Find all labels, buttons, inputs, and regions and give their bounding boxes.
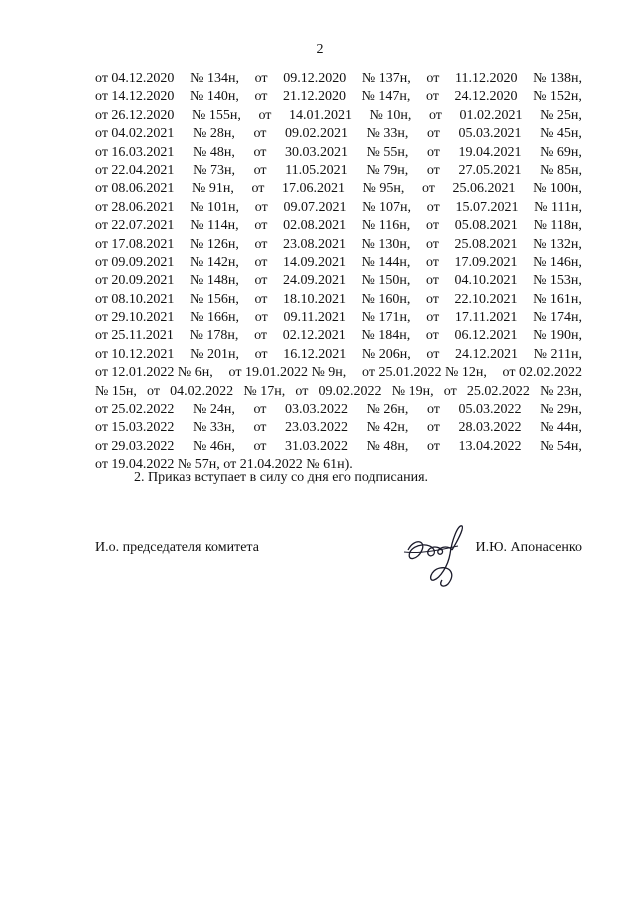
text-token: от 19.04.2022 № 57н, от 21.04.2022 № 61н).: [95, 457, 353, 473]
text-token: № 206н,: [361, 346, 411, 362]
text-token: от 08.06.2021: [95, 181, 175, 197]
clause-2-text: 2. Приказ вступает в силу со дня его подписания.: [134, 470, 429, 485]
text-token: 21.12.2020: [282, 89, 346, 105]
text-token: от 04.12.2020: [95, 71, 175, 86]
text-token: от: [253, 144, 267, 160]
text-token: от: [254, 328, 268, 344]
text-line: [95, 364, 582, 382]
text-token: от: [253, 438, 267, 454]
page-number: 2: [316, 42, 324, 57]
text-token: № 95н,: [362, 181, 405, 197]
text-token: от: [425, 254, 439, 270]
text-token: 01.02.2021: [459, 107, 523, 123]
text-token: № 118н,: [533, 218, 582, 234]
text-token: 18.10.2021: [282, 291, 346, 307]
text-token: № 166н,: [190, 310, 240, 326]
text-token: от: [426, 402, 440, 418]
text-token: № 24н,: [193, 402, 235, 418]
text-token: № 46н,: [193, 438, 235, 454]
text-token: от: [425, 291, 439, 307]
text-token: 24.09.2021: [282, 273, 346, 289]
text-token: от: [426, 346, 440, 362]
text-token: № 29н,: [540, 402, 582, 418]
text-token: от: [426, 420, 440, 436]
text-token: № 55н,: [366, 144, 409, 160]
text-token: от: [425, 328, 439, 344]
text-token: от: [425, 273, 439, 289]
text-token: от: [254, 346, 268, 362]
text-token: № 190н,: [533, 328, 582, 344]
text-token: № 174н,: [533, 310, 582, 326]
text-line: [95, 272, 582, 290]
text-token: № 33н,: [366, 126, 409, 142]
text-token: № 171н,: [361, 310, 411, 326]
text-token: от: [425, 236, 439, 252]
text-token: от: [253, 420, 267, 436]
text-token: от 15.03.2022: [95, 420, 175, 436]
text-line: [95, 162, 582, 180]
text-token: № 44н,: [540, 420, 582, 436]
text-token: № 42н,: [366, 420, 409, 436]
text-token: от 16.03.2021: [95, 144, 175, 160]
text-token: № 107н,: [362, 199, 412, 215]
text-token: 17.11.2021: [454, 310, 518, 326]
text-line: [95, 438, 582, 456]
text-token: № 130н,: [361, 236, 411, 252]
text-token: от: [258, 107, 272, 123]
text-token: 22.10.2021: [454, 291, 518, 307]
text-token: № 138н,: [533, 71, 582, 86]
text-token: от 19.01.2022 № 9н,: [228, 365, 347, 381]
text-token: № 19н,: [391, 383, 434, 399]
text-line: [95, 291, 582, 309]
text-token: от: [426, 199, 440, 215]
text-token: 14.01.2021: [288, 107, 352, 123]
text-token: 02.08.2021: [283, 218, 347, 234]
text-token: 15.07.2021: [455, 199, 519, 215]
text-token: № 126н,: [190, 236, 239, 252]
text-token: № 146н,: [533, 254, 582, 270]
text-token: № 132н,: [533, 236, 582, 252]
text-token: от: [253, 126, 267, 142]
text-token: от 17.08.2021: [95, 236, 175, 252]
text-token: от 12.01.2022 № 6н,: [95, 365, 213, 381]
text-token: от 29.03.2022: [95, 438, 175, 454]
text-token: № 137н,: [361, 71, 411, 86]
text-token: 09.11.2021: [283, 310, 346, 326]
text-token: от: [426, 144, 440, 160]
text-token: № 69н,: [540, 144, 582, 160]
text-token: № 178н,: [189, 328, 239, 344]
text-token: 09.12.2020: [283, 71, 347, 86]
text-line: [95, 236, 582, 254]
text-token: от 10.12.2021: [95, 346, 175, 362]
text-token: № 116н,: [361, 218, 411, 234]
text-line: [95, 70, 582, 88]
text-line: [95, 217, 582, 235]
text-token: от 09.09.2021: [95, 254, 175, 270]
text-token: от 04.02.2021: [95, 126, 175, 142]
text-token: № 23н,: [540, 383, 582, 399]
text-token: 25.06.2021: [452, 181, 516, 197]
text-token: 23.08.2021: [282, 236, 346, 252]
text-token: от 08.10.2021: [95, 291, 175, 307]
text-token: № 91н,: [192, 181, 234, 197]
text-token: № 201н,: [190, 346, 239, 362]
text-token: № 54н,: [540, 438, 582, 454]
text-token: 28.03.2022: [458, 420, 522, 436]
text-token: от: [426, 71, 440, 86]
text-token: от: [253, 162, 267, 178]
text-line: [95, 254, 582, 272]
text-token: № 100н,: [533, 181, 582, 197]
text-token: № 45н,: [540, 126, 582, 142]
text-line: [95, 125, 582, 143]
text-token: 16.12.2021: [283, 346, 347, 362]
text-token: 02.12.2021: [282, 328, 346, 344]
text-token: от 20.09.2021: [95, 273, 175, 289]
text-token: № 85н,: [540, 162, 582, 178]
text-token: 17.06.2021: [281, 181, 345, 197]
text-token: 03.03.2022: [284, 402, 348, 418]
text-token: № 15н,: [95, 383, 137, 399]
text-token: от: [254, 199, 268, 215]
text-token: от 14.12.2020: [95, 89, 175, 105]
text-token: от: [253, 402, 267, 418]
text-token: от: [425, 89, 439, 105]
text-token: № 148н,: [190, 273, 239, 289]
text-line: [95, 383, 582, 401]
text-token: от: [254, 291, 268, 307]
text-token: от: [254, 89, 268, 105]
text-token: № 114н,: [190, 218, 239, 234]
text-token: 11.12.2020: [454, 71, 518, 86]
text-token: № 140н,: [190, 89, 239, 105]
signature-block: [95, 540, 582, 600]
text-token: от: [443, 383, 457, 399]
text-token: от 22.04.2021: [95, 162, 175, 178]
text-token: № 142н,: [190, 254, 239, 270]
text-token: от: [251, 181, 265, 197]
text-token: от: [254, 236, 268, 252]
text-token: 13.04.2022: [458, 438, 522, 454]
text-token: от 25.02.2022: [95, 402, 175, 418]
text-token: № 155н,: [192, 107, 241, 123]
text-token: № 48н,: [193, 144, 235, 160]
text-token: 14.09.2021: [282, 254, 346, 270]
text-token: 24.12.2020: [454, 89, 518, 105]
order-list-text: [95, 70, 582, 475]
text-token: № 79н,: [366, 162, 409, 178]
text-token: № 144н,: [361, 254, 411, 270]
handwritten-signature-icon: [400, 520, 470, 592]
signatory-position: И.о. председателя комитета: [95, 540, 259, 555]
text-token: 24.12.2021: [454, 346, 518, 362]
text-token: № 111н,: [534, 199, 582, 215]
text-token: № 48н,: [366, 438, 409, 454]
text-token: от: [426, 218, 439, 234]
text-token: 09.02.2021: [284, 126, 348, 142]
text-token: 25.02.2022: [466, 383, 530, 399]
text-line: [95, 180, 582, 198]
text-token: от: [426, 310, 440, 326]
text-token: от: [426, 162, 440, 178]
text-token: № 161н,: [533, 291, 582, 307]
text-token: 17.09.2021: [454, 254, 518, 270]
text-token: № 10н,: [369, 107, 412, 123]
text-token: от: [421, 181, 435, 197]
text-token: от: [254, 273, 268, 289]
text-line: [95, 309, 582, 327]
text-token: 19.04.2021: [458, 144, 522, 160]
text-token: от 26.12.2020: [95, 107, 175, 123]
text-token: 05.08.2021: [454, 218, 518, 234]
text-token: 04.10.2021: [454, 273, 518, 289]
text-token: 31.03.2022: [284, 438, 348, 454]
text-token: от 28.06.2021: [95, 199, 175, 215]
text-token: № 150н,: [361, 273, 411, 289]
text-token: № 152н,: [533, 89, 582, 105]
text-token: № 17н,: [243, 383, 286, 399]
text-token: от: [254, 310, 268, 326]
text-token: 09.02.2022: [318, 383, 382, 399]
text-line: [95, 144, 582, 162]
text-token: № 147н,: [361, 89, 411, 105]
text-line: [95, 346, 582, 364]
text-token: № 25н,: [540, 107, 582, 123]
text-token: от: [295, 383, 309, 399]
text-token: № 211н,: [533, 346, 582, 362]
text-token: от: [254, 71, 268, 86]
text-line: [95, 199, 582, 217]
text-token: от 25.01.2022 № 12н,: [362, 365, 487, 381]
text-token: от: [254, 218, 268, 234]
text-token: № 153н,: [533, 273, 582, 289]
text-token: № 26н,: [366, 402, 409, 418]
text-token: 25.08.2021: [454, 236, 518, 252]
text-token: от 25.11.2021: [95, 328, 174, 344]
text-token: № 101н,: [190, 199, 240, 215]
text-line: [95, 88, 582, 106]
text-token: № 73н,: [193, 162, 235, 178]
text-line: [95, 327, 582, 345]
text-token: № 184н,: [361, 328, 411, 344]
text-token: 30.03.2021: [284, 144, 348, 160]
text-token: № 134н,: [190, 71, 239, 86]
text-token: от: [428, 107, 442, 123]
text-token: 04.02.2022: [170, 383, 234, 399]
text-token: от 02.02.2022: [502, 365, 582, 381]
text-line: [95, 401, 582, 419]
text-token: № 160н,: [361, 291, 411, 307]
text-token: от: [147, 383, 160, 399]
text-token: 05.03.2022: [458, 402, 522, 418]
text-line: [95, 107, 582, 125]
text-token: 11.05.2021: [285, 162, 348, 178]
text-token: от: [426, 438, 440, 454]
text-token: № 156н,: [190, 291, 239, 307]
text-token: № 28н,: [193, 126, 235, 142]
text-token: 09.07.2021: [283, 199, 347, 215]
text-token: 06.12.2021: [454, 328, 518, 344]
text-token: 27.05.2021: [458, 162, 522, 178]
text-token: от: [254, 254, 268, 270]
text-token: от: [426, 126, 440, 142]
text-token: 23.03.2022: [284, 420, 348, 436]
text-line: [95, 419, 582, 437]
text-token: от 29.10.2021: [95, 310, 175, 326]
text-token: от 22.07.2021: [95, 218, 175, 234]
signatory-name: И.Ю. Апонасенко: [475, 540, 582, 555]
text-token: 05.03.2021: [458, 126, 522, 142]
text-token: № 33н,: [193, 420, 235, 436]
